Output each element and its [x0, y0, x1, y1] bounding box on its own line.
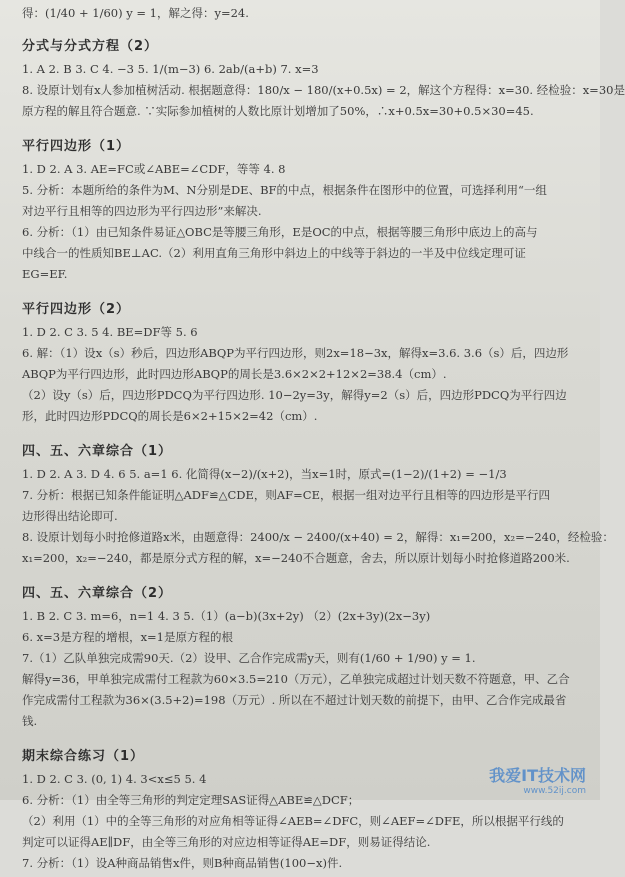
answer-line: 原方程的解且符合题意. ∵实际参加植树的人数比原计划增加了50%，∴x+0.5x=30+0.5×30=45. [22, 104, 534, 118]
answer-line: （2）设y（s）后，四边形PDCQ为平行四边形. 10−2y=3y，解得y=2（s）后，四边形PDCQ为平行四边 [22, 388, 567, 402]
answer-line: x₁=200，x₂=−240，都是原分式方程的解，x=−240不合题意，舍去，所以原计划每小时抢修道路200米. [22, 551, 570, 565]
answer-line: 8. 设原计划每小时抢修道路x米，由题意得：2400/x − 2400/(x+40) = 2，解得：x₁=200，x₂=−240，经检验： [22, 530, 614, 544]
section-heading: 四、五、六章综合（2） [22, 586, 173, 601]
answer-line: （2）利用（1）中的全等三角形的对应角相等证得∠AEB=∠DFC，则∠AEF=∠DFE，所以根据平行线的 [22, 814, 564, 828]
watermark-title: 我爱IT技术网 [489, 766, 586, 785]
section-heading: 平行四边形（1） [22, 139, 131, 154]
answer-line: 5. 分析：本题所给的条件为M、N分别是DE、BF的中点，根据条件在图形中的位置，可选择利用“一组 [22, 183, 547, 197]
answer-line: ABQP为平行四边形，此时四边形ABQP的周长是3.6×2×2+12×2=38.4（cm）. [22, 367, 447, 381]
answer-line: 8. 设原计划有x人参加植树活动. 根据题意得：180/x − 180/(x+0.5x) = 2，解这个方程得：x=30. 经检验：x=30是 [22, 83, 625, 97]
answer-line: 7. 分析：根据已知条件能证明△ADF≌△CDE，则AF=CE，根据一组对边平行且相等的四边形是平行四 [22, 488, 550, 502]
answer-line: 解得y=36，甲单独完成需付工程款为60×3.5=210（万元），乙单独完成超过计划天数不符题意，甲、乙合 [22, 672, 570, 686]
answer-line: 1. D 2. C 3. (0, 1) 4. 3<x≤5 5. 4 [22, 772, 207, 786]
answer-line: 对边平行且相等的四边形为平行四边形”来解决. [22, 204, 262, 218]
answer-line: 中线合一的性质知BE⊥AC.（2）利用直角三角形中斜边上的中线等于斜边的一半及中位线定理可证 [22, 246, 526, 260]
answer-content [22, 6, 625, 877]
answer-line: 作完成需付工程款为36×(3.5+2)=198（万元）. 所以在不超过计划天数的前提下，由甲、乙合作完成最省 [22, 693, 567, 707]
answer-line: 判定可以证得AE∥DF，由全等三角形的对应边相等证得AE=DF，则易证得结论. [22, 835, 431, 849]
answer-line: 1. D 2. A 3. AE=FC或∠ABE=∠CDF，等等 4. 8 [22, 162, 286, 176]
section-heading: 分式与分式方程（2） [22, 39, 159, 54]
answer-line: 6. 分析：（1）由已知条件易证△OBC是等腰三角形，E是OC的中点，根据等腰三角形中底边上的高与 [22, 225, 538, 239]
answer-line: 形，此时四边形PDCQ的周长是6×2+15×2=42（cm）. [22, 409, 318, 423]
answer-line: EG=EF. [22, 267, 68, 281]
section-heading: 四、五、六章综合（1） [22, 444, 173, 459]
answer-line: 得：(1/40 + 1/60) y = 1，解之得：y=24. [22, 6, 249, 20]
section-heading: 期末综合练习（1） [22, 749, 145, 764]
answer-line: 6. 分析：（1）由全等三角形的判定定理SAS证得△ABE≌△DCF； [22, 793, 360, 807]
answer-line: 7. 分析：（1）设A种商品销售x件，则B种商品销售(100−x)件. [22, 856, 343, 870]
answer-line: 1. D 2. C 3. 5 4. BE=DF等 5. 6 [22, 325, 198, 339]
answer-line: 6. x=3是方程的增根，x=1是原方程的根 [22, 630, 234, 644]
answer-line: 6. 解：（1）设x（s）秒后，四边形ABQP为平行四边形，则2x=18−3x，解得x=3.6. 3.6（s）后，四边形 [22, 346, 569, 360]
answer-line: 1. B 2. C 3. m=6，n=1 4. 3 5.（1）(a−b)(3x+2y) （2）(2x+3y)(2x−3y) [22, 609, 431, 623]
answer-line: 边形得出结论即可. [22, 509, 118, 523]
answer-line: 1. D 2. A 3. D 4. 6 5. a=1 6. 化简得(x−2)/(x+2)，当x=1时，原式=(1−2)/(1+2) = −1/3 [22, 467, 507, 481]
answer-line: 7.（1）乙队单独完成需90天.（2）设甲、乙合作完成需y天，则有(1/60 + 1/90) y = 1. [22, 651, 476, 665]
site-watermark [489, 763, 586, 796]
answer-line: 1. A 2. B 3. C 4. −3 5. 1/(m−3) 6. 2ab/(a+b) 7. x=3 [22, 62, 319, 76]
section-heading: 平行四边形（2） [22, 302, 131, 317]
watermark-url: www.52ij.com [523, 786, 586, 796]
answer-line: 钱. [22, 714, 38, 728]
